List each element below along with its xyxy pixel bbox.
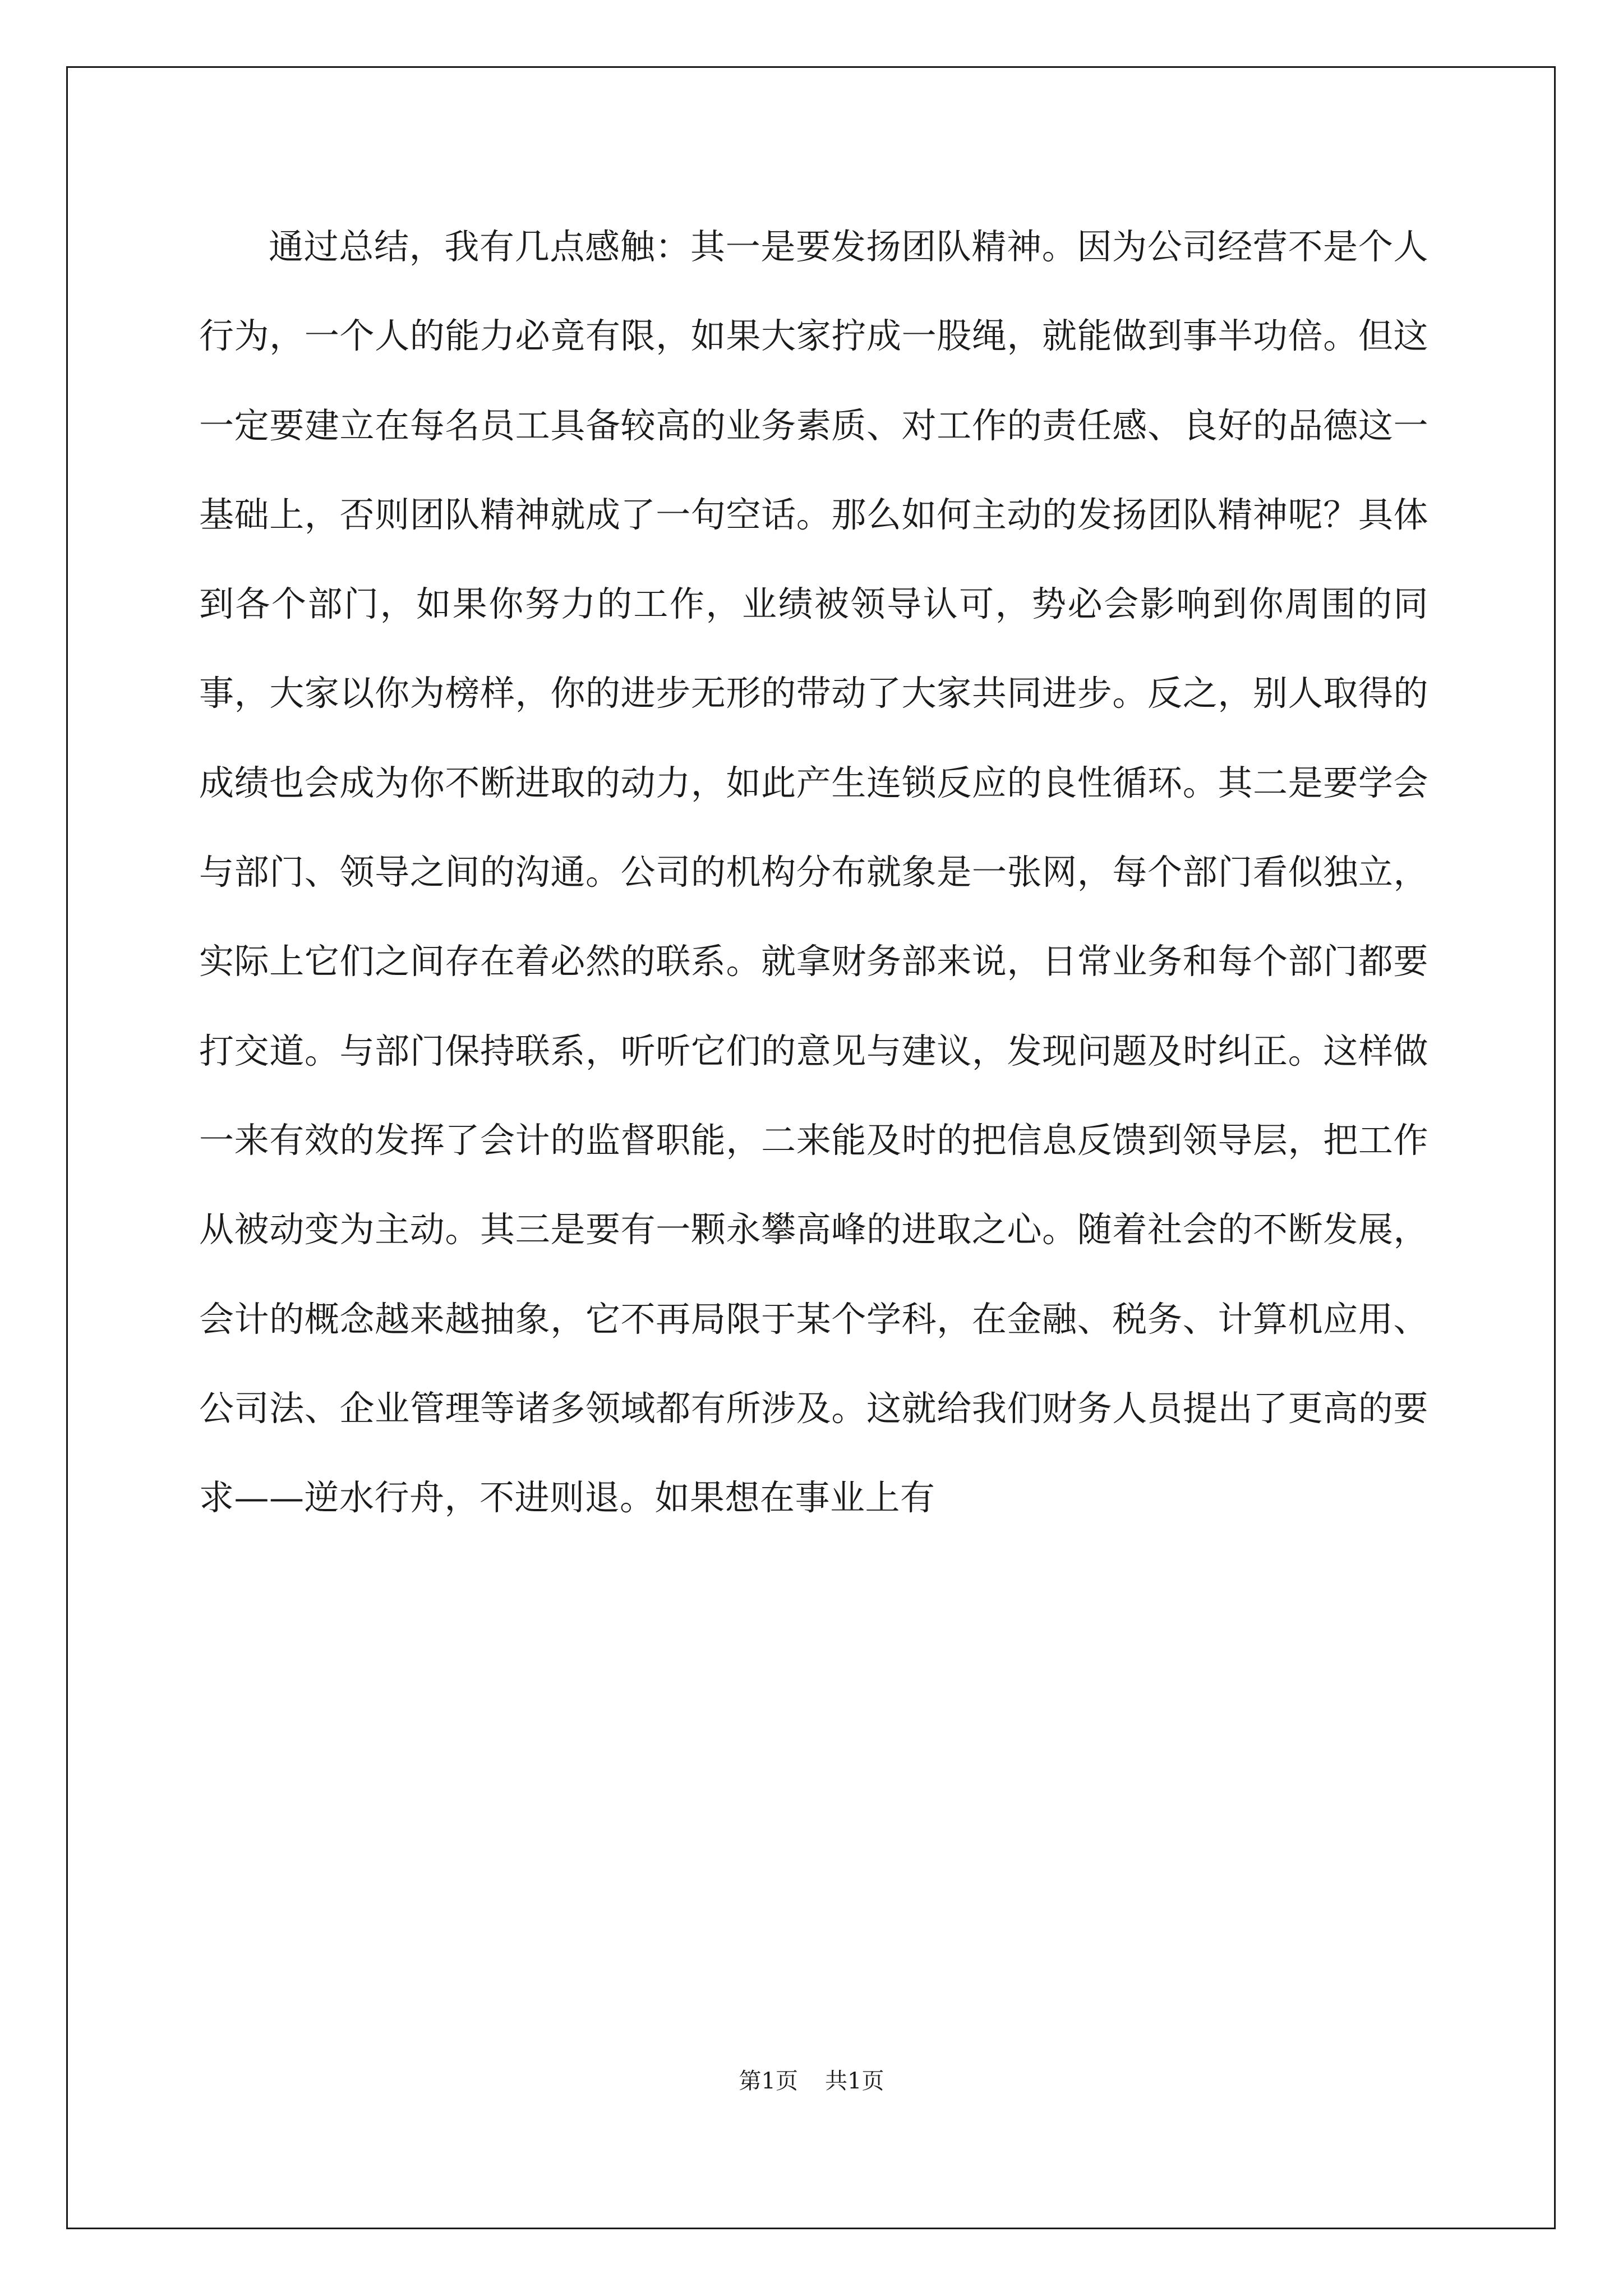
page-total: 共1页: [825, 2068, 884, 2094]
body-paragraph: 通过总结，我有几点感触：其一是要发扬团队精神。因为公司经营不是个人行为，一个人的能力必竟有限，如果大家拧成一股绳，就能做到事半功倍。但这一定要建立在每名员工具备较高的业务素质、对工作的责任感、良好的品德这一基础上，否则团队精神就成了一句空话。那么如何主动的发扬团队精神呢？具体到各个部门，如果你努力的工作，业绩被领导认可，势必会影响到你周围的同事，大家以你为榜样，你的进步无形的带动了大家共同进步。反之，别人取得的成绩也会成为你不断进取的动力，如此产生连锁反应的良性循环。其二是要学会与部门、领导之间的沟通。公司的机构分布就象是一张网，每个部门看似独立，实际上它们之间存在着必然的联系。就拿财务部来说，日常业务和每个部门都要打交道。与部门保持联系，听听它们的意见与建议，发现问题及时纠正。这样做一来有效的发挥了会计的监督职能，二来能及时的把信息反馈到领导层，把工作从被动变为主动。其三是要有一颗永攀高峰的进取之心。随着社会的不断发展，会计的概念越来越抽象，它不再局限于某个学科，在金融、税务、计算机应用、公司法、企业管理等诸多领域都有所涉及。这就给我们财务人员提出了更高的要求——逆水行舟，不进则退。如果想在事业上有: [199, 226, 1428, 1519]
page-number: 第1页: [739, 2068, 798, 2094]
page-footer: [0, 2067, 1623, 2095]
